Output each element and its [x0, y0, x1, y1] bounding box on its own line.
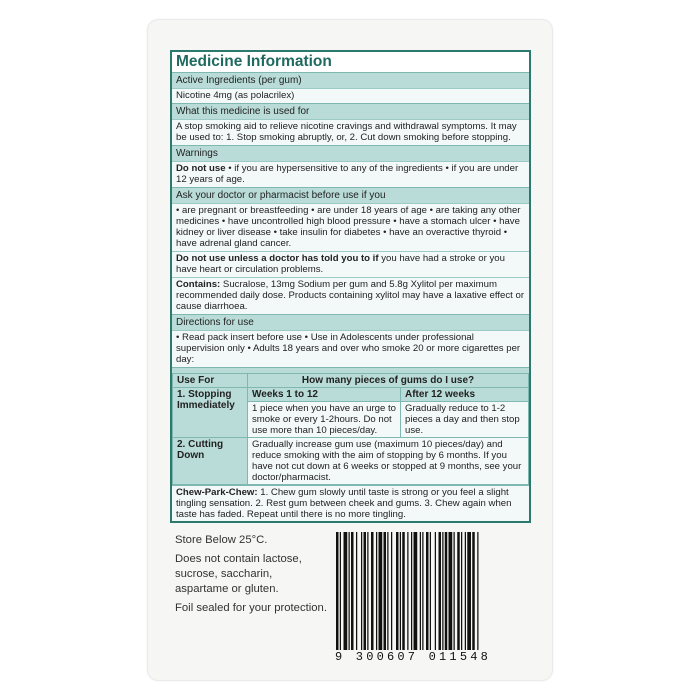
row1-weeks-text: 1 piece when you have an urge to smoke or every 1-2hours. Do not use more than 10 pieces/day.: [248, 402, 401, 438]
barcode-bar: [420, 532, 421, 650]
barcode-bar: [396, 532, 399, 650]
barcode-bar: [411, 532, 412, 650]
usage-table: [172, 373, 529, 485]
ask-doctor-header: Ask your doctor or pharmacist before use if you: [172, 187, 529, 203]
barcode-number: 9 300607 011548: [335, 650, 492, 664]
barcode-bar: [340, 532, 341, 650]
stroke-warning-detail: you have had a stroke or you have heart or circulation problems.: [176, 253, 505, 275]
barcode-bar: [349, 532, 350, 650]
storage-info: [175, 533, 327, 620]
barcode-bar: [430, 532, 431, 650]
barcode-bar: [364, 532, 367, 650]
stroke-warning-label: Do not use unless a doctor has told you to if: [176, 253, 379, 264]
do-not-use-detail: • if you are hypersensitive to any of the ingredients • if you are under 12 years of age.: [176, 163, 519, 185]
barcode-bar: [445, 532, 448, 650]
barcode-bar: [336, 532, 339, 650]
barcode-bar: [400, 532, 401, 650]
store-temp: Store Below 25°C.: [175, 534, 268, 546]
barcode-bar: [454, 532, 455, 650]
chew-detail: 1. Chew gum slowly until taste is strong or you feel a slight tingling sensation. 2. Rest gum between cheek and gums. 3. Chew again when taste has faded. Repeat until there is no more tingling.: [176, 487, 512, 520]
do-not-use-text: [172, 161, 529, 187]
barcode-bar: [371, 532, 374, 650]
barcode-bar: [391, 532, 392, 650]
barcode-bar: [407, 532, 408, 650]
barcode-bar: [449, 532, 453, 650]
active-ingredients-header: Active Ingredients (per gum): [172, 72, 529, 88]
contains-info: [172, 277, 529, 314]
row2-text: Gradually increase gum use (maximum 10 pieces/day) and reduce smoking with the aim of stopping by 6 months. If you have not cut down at 6 weeks or stopped at 9 months, see your doctor/pharmacist.: [248, 438, 529, 485]
barcode-bar: [376, 532, 377, 650]
row1-label: 1. Stopping Immediately: [173, 388, 248, 438]
barcode-bar: [344, 532, 348, 650]
barcode-bar: [457, 532, 460, 650]
chew-park-chew: [172, 485, 529, 522]
foil-sealed: Foil sealed for your protection.: [175, 602, 327, 614]
barcode-bar: [426, 532, 429, 650]
row1-after-text: Gradually reduce to 1-2 pieces a day and then stop use.: [401, 402, 529, 438]
barcode-bar: [465, 532, 466, 650]
barcode-bar: [414, 532, 418, 650]
do-not-use-label: Do not use: [176, 163, 226, 174]
barcode-bar: [461, 532, 462, 650]
ask-doctor-text: • are pregnant or breastfeeding • are under 18 years of age • are taking any other medicines • have uncontrolled high blood pressure • have a stomach ulcer • have kidney or liver disease • take insulin for diabetes • have an overactive thyroid • have adrenal gland cancer.: [172, 203, 529, 251]
row2-label: 2. Cutting Down: [173, 438, 248, 485]
directions-text: • Read pack insert before use • Use in Adolescents under professional supervision only • Adults 18 years and over who smoke 20 or more cigarettes per day:: [172, 330, 529, 367]
barcode-bar: [422, 532, 423, 650]
row1-after-header: After 12 weeks: [401, 388, 529, 402]
chew-label: Chew-Park-Chew:: [176, 487, 258, 498]
stroke-warning: [172, 251, 529, 277]
used-for-header: What this medicine is used for: [172, 103, 529, 119]
barcode: [334, 532, 529, 650]
barcode-bar: [439, 532, 442, 650]
active-ingredients-text: Nicotine 4mg (as polacrilex): [172, 88, 529, 103]
barcode-bar: [402, 532, 405, 650]
medicine-information-panel: [170, 50, 531, 523]
warnings-header: Warnings: [172, 145, 529, 161]
barcode-bar: [351, 532, 354, 650]
directions-header: Directions for use: [172, 314, 529, 330]
contains-label: Contains:: [176, 279, 221, 290]
barcode-bar: [387, 532, 388, 650]
barcode-bar: [477, 532, 478, 650]
row1-weeks-header: Weeks 1 to 12: [248, 388, 401, 402]
used-for-text: A stop smoking aid to relieve nicotine cravings and withdrawal symptoms. It may be used to: 1. Stop smoking abruptly, or, 2. Cut down smoking before stopping.: [172, 119, 529, 145]
barcode-bar: [361, 532, 362, 650]
barcode-bar: [442, 532, 443, 650]
contains-detail: Sucralose, 13mg Sodium per gum and 5.8g Xylitol per maximum recommended daily dose. Products containing xylitol may have a laxative effect or cause diarrhoea.: [176, 279, 525, 312]
barcode-bar: [435, 532, 436, 650]
col-use-for: Use For: [173, 374, 248, 388]
lactose-free: Does not contain lactose, sucrose, saccharin, aspartame or gluten.: [175, 553, 302, 595]
barcode-bar: [367, 532, 368, 650]
barcode-bar: [467, 532, 471, 650]
barcode-bar: [379, 532, 383, 650]
col-question: How many pieces of gums do I use?: [248, 374, 529, 388]
barcode-bar: [384, 532, 387, 650]
barcode-bar: [356, 532, 357, 650]
panel-title: Medicine Information: [172, 52, 529, 72]
barcode-bar: [472, 532, 475, 650]
